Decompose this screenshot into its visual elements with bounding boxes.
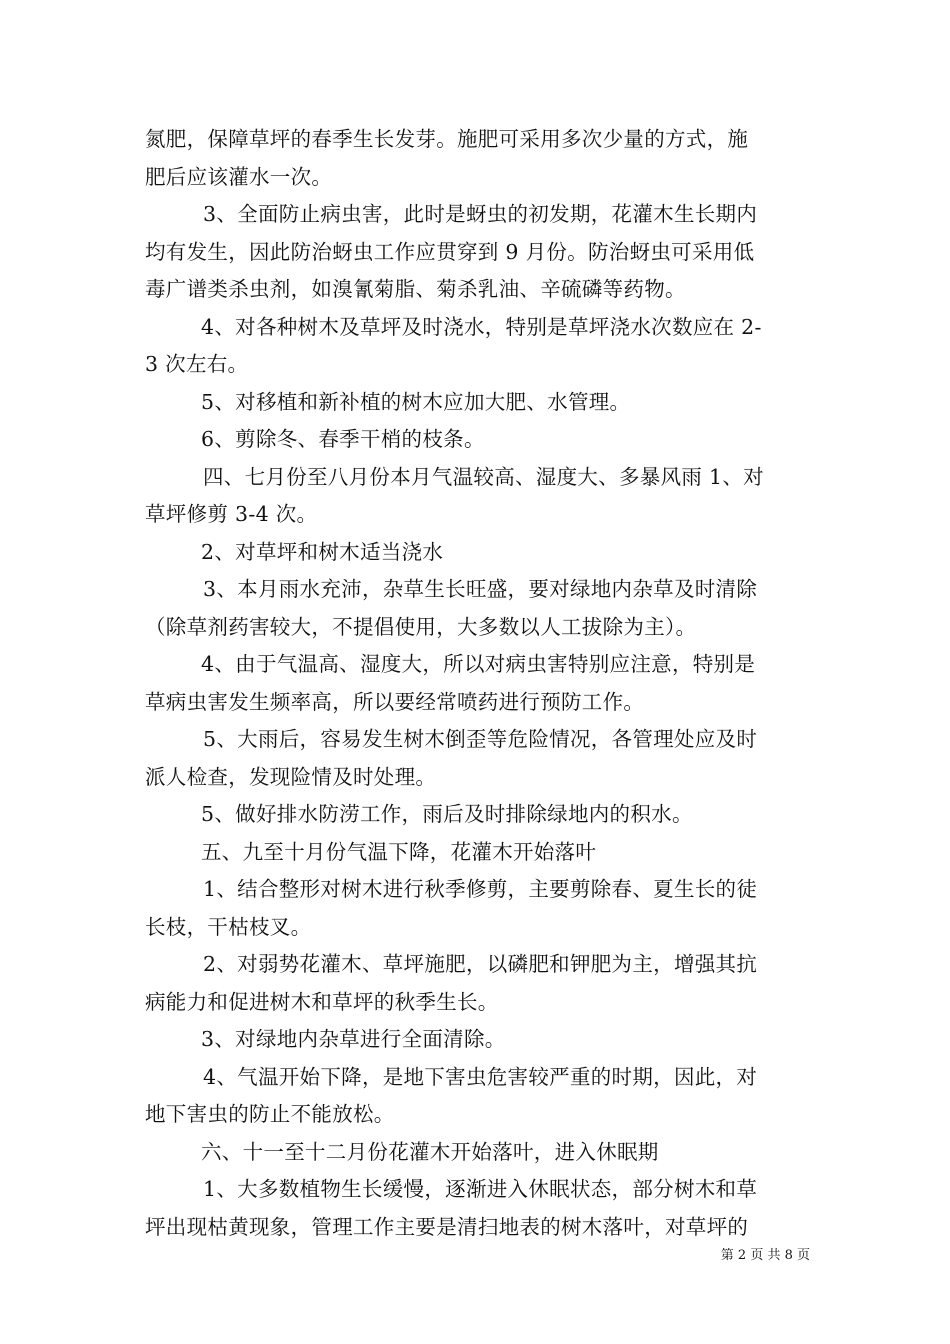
text-line: 均有发生，因此防治蚜虫工作应贯穿到 9 月份。防治蚜虫可采用低 — [145, 239, 755, 264]
page-number-footer: 第 2 页 共 8 页 — [720, 1248, 810, 1263]
text-line: 毒广谱类杀虫剂，如溴氰菊脂、菊杀乳油、辛硫磷等药物。 — [145, 277, 686, 301]
text-line: 6、剪除冬、春季干梢的枝条。 — [201, 427, 485, 451]
text-line: 3、全面防止病虫害，此时是蚜虫的初发期，花灌木生长期内 — [203, 202, 758, 226]
text-line: 肥后应该灌水一次。 — [145, 164, 333, 189]
text-line: 派人检查，发现险情及时处理。 — [145, 764, 437, 789]
document-body — [145, 121, 810, 1246]
text-line: 3、对绿地内杂草进行全面清除。 — [201, 1027, 506, 1051]
text-line: 4、由于气温高、湿度大，所以对病虫害特别应注意，特别是 — [201, 652, 756, 676]
text-line: 四、七月份至八月份本月气温较高、湿度大、多暴风雨 1、对 — [203, 464, 764, 489]
text-line: 5、对移植和新补植的树木应加大肥、水管理。 — [201, 389, 631, 414]
text-line: 草病虫害发生频率高，所以要经常喷药进行预防工作。 — [145, 689, 645, 714]
text-line: 坪出现枯黄现象，管理工作主要是清扫地表的树木落叶，对草坪的 — [145, 1214, 749, 1239]
text-line: 病能力和促进树木和草坪的秋季生长。 — [145, 989, 499, 1014]
text-line: 5、大雨后，容易发生树木倒歪等危险情况，各管理处应及时 — [203, 727, 758, 751]
text-line: 3、本月雨水充沛，杂草生长旺盛，要对绿地内杂草及时清除 — [203, 577, 758, 601]
text-line: 氮肥，保障草坪的春季生长发芽。施肥可采用多次少量的方式，施 — [145, 127, 749, 151]
text-line: 草坪修剪 3-4 次。 — [145, 502, 318, 526]
text-line: 1、大多数植物生长缓慢，逐渐进入休眠状态，部分树木和草 — [203, 1177, 758, 1201]
text-line: 4、气温开始下降，是地下害虫危害较严重的时期，因此，对 — [203, 1064, 758, 1089]
text-line: 3 次左右。 — [145, 352, 249, 376]
text-line: 4、对各种树木及草坪及时浇水，特别是草坪浇水次数应在 2- — [201, 314, 762, 339]
text-line: 1、结合整形对树木进行秋季修剪，主要剪除春、夏生长的徒 — [203, 877, 758, 901]
text-line: 长枝，干枯枝叉。 — [145, 914, 312, 939]
text-line: 2、对草坪和树木适当浇水 — [201, 539, 444, 564]
text-line: 2、对弱势花灌木、草坪施肥，以磷肥和钾肥为主，增强其抗 — [203, 952, 758, 976]
text-line: 五、九至十月份气温下降，花灌木开始落叶 — [201, 839, 597, 864]
text-line: 六、十一至十二月份花灌木开始落叶，进入休眠期 — [201, 1139, 659, 1164]
text-line: 5、做好排水防涝工作，雨后及时排除绿地内的积水。 — [201, 802, 693, 826]
text-line: （除草剂药害较大，不提倡使用，大多数以人工拔除为主）。 — [145, 614, 697, 639]
text-line: 地下害虫的防止不能放松。 — [145, 1102, 395, 1126]
